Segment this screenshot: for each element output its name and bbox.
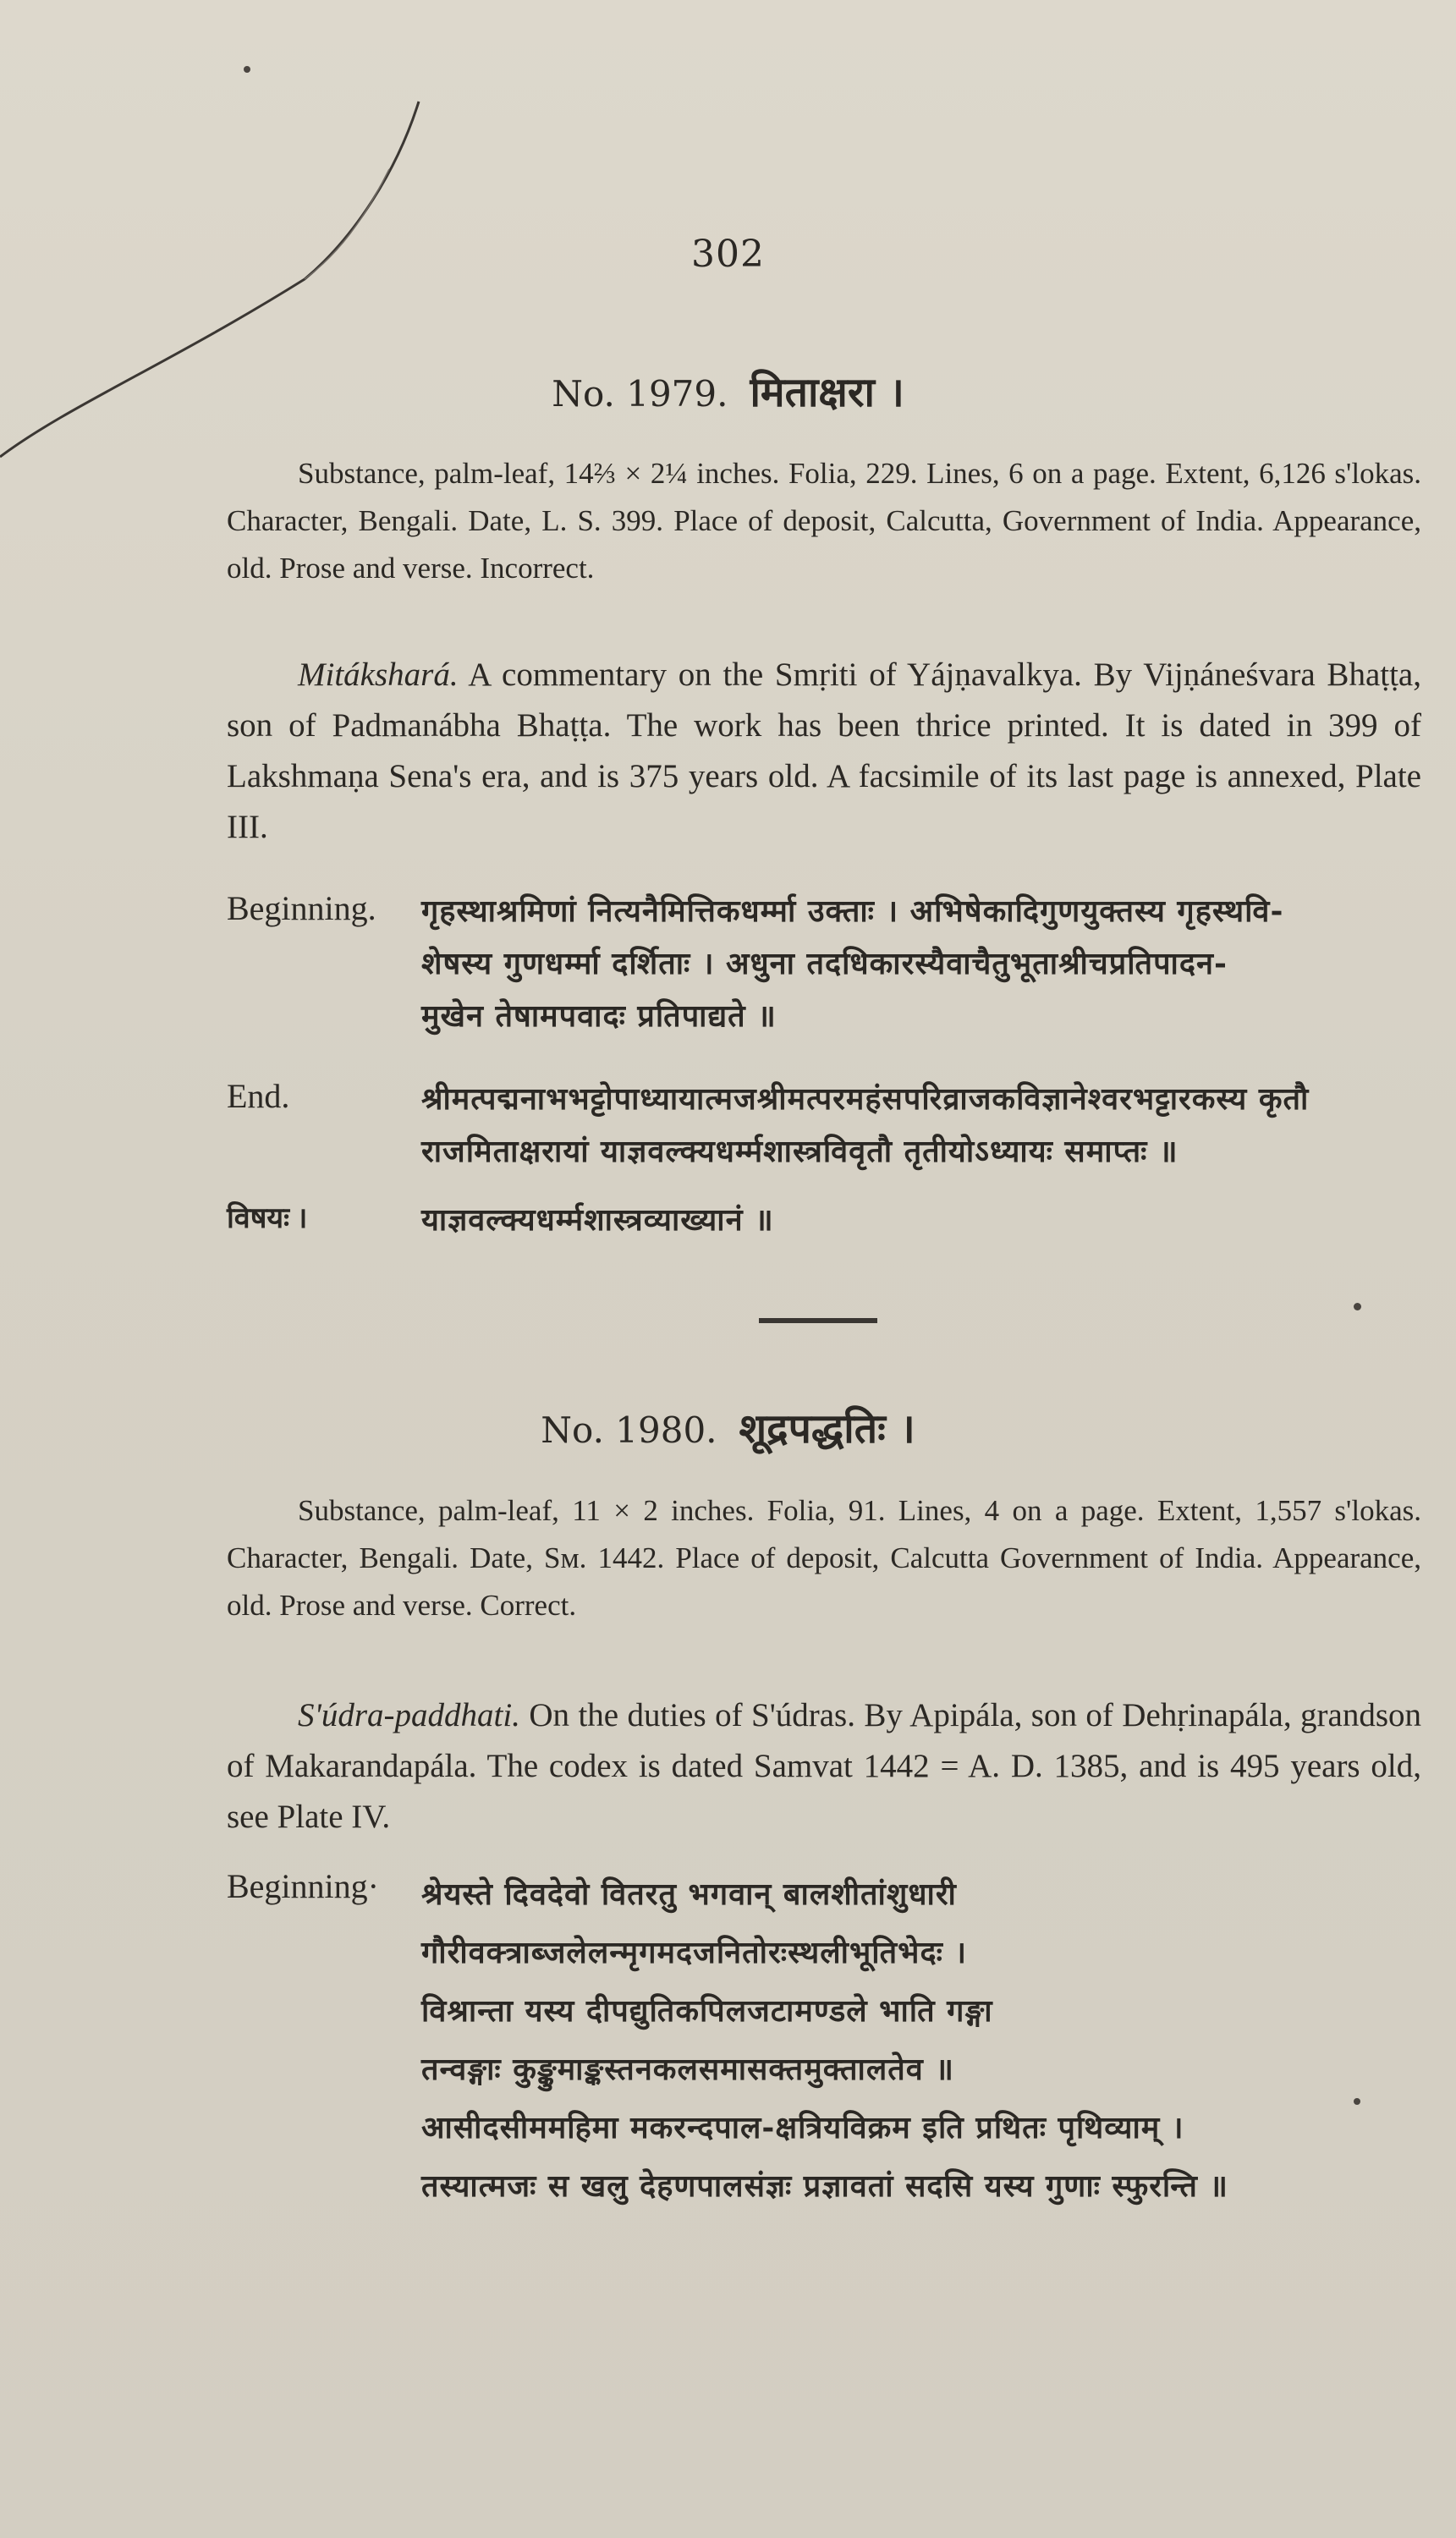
sanskrit-line: गौरीवक्त्राब्जलेलन्मृगमदजनितोरःस्थलीभूतिभेदः । (421, 1935, 968, 1970)
beginning-label: Beginning. (227, 889, 376, 927)
end-label: End. (227, 1077, 290, 1115)
subject-label: विषयः । (227, 1203, 308, 1234)
sanskrit-line: तन्वङ्गाः कुङ्कुमाङ्कस्तनकलसमासक्तमुक्तालतेव ॥ (421, 2052, 954, 2087)
beginning-label: Beginning· (227, 1867, 379, 1905)
ink-speck (244, 66, 250, 73)
entry-heading-1979 (0, 364, 1456, 419)
entry-title-sanskrit: मिताक्षरा । (750, 369, 904, 416)
entry-description: Substance, palm-leaf, 11 × 2 inches. Folia, 91. Lines, 4 on a page. Extent, 1,557 s'lokas. Character, Bengali. Date, Sм. 1442. Place of deposit, Calcutta Government of India. Appearance, old. Prose and verse. Correct. (227, 1494, 1421, 1622)
entry-number: No. 1979. (552, 373, 728, 415)
subject-text (421, 1194, 1428, 1246)
sanskrit-line: गृहस्थाश्रमिणां नित्यनैमित्तिकधर्म्मा उक्ताः । अभिषेकादिगुणयुक्तस्य गृहस्थवि- (421, 893, 1284, 929)
beginning-text (421, 885, 1428, 1042)
sanskrit-line: तस्यात्मजः स खलु देहणपालसंज्ञः प्रज्ञावतां सदसि यस्य गुणाः स्फुरन्ति ॥ (421, 2168, 1228, 2204)
page-number: 302 (691, 233, 765, 276)
summary-text: On the duties of S'údras. By Apipála, son of Dehṛinapála, grandson of Makarandapála. The codex is dated Samvat 1442 = A. D. 1385, and is 495 years old, see Plate IV. (227, 1697, 1421, 1835)
entry-number: No. 1980. (541, 1409, 717, 1451)
entry-title-sanskrit: शूद्रपद्धतिः । (739, 1405, 915, 1453)
beginning-verses (421, 1865, 1420, 2216)
entry-summary (227, 650, 1421, 853)
entry-description: Substance, palm-leaf, 14⅔ × 2¼ inches. Folia, 229. Lines, 6 on a page. Extent, 6,126 s'lokas. Character, Bengali. Date, L. S. 399. Place of deposit, Calcutta, Government of India. Appearance, old. Prose and verse. Incorrect. (227, 457, 1421, 585)
sanskrit-line: आसीदसीममहिमा मकरन्दपाल-क्षत्रियविक्रम इति प्रथितः पृथिव्याम् । (421, 2110, 1184, 2145)
sanskrit-line: याज्ञवल्क्यधर्म्मशास्त्रव्याख्यानं ॥ (421, 1202, 774, 1238)
entry-summary (227, 1690, 1421, 1843)
sanskrit-line: विश्रान्ता यस्य दीपद्युतिकपिलजटामण्डले भाति गङ्गा (421, 1993, 993, 2029)
sanskrit-line: शेषस्य गुणधर्म्मा दर्शिताः । अधुना तदधिकारस्यैवाचैतुभूताश्रीचप्रतिपादन- (421, 946, 1228, 981)
summary-title: Mitákshará. (298, 656, 459, 693)
ink-speck (1354, 1303, 1361, 1310)
summary-title: S'údra-paddhati. (298, 1697, 520, 1733)
section-divider (759, 1318, 877, 1323)
sanskrit-line: मुखेन तेषामपवादः प्रतिपाद्यते ॥ (421, 998, 777, 1034)
sanskrit-line: राजमिताक्षरायां याज्ञवल्क्यधर्म्मशास्त्रविवृतौ तृतीयोऽध्यायः समाप्तः ॥ (421, 1134, 1179, 1169)
sanskrit-line: श्रीमत्पद्मनाभभट्टोपाध्यायात्मजश्रीमत्परमहंसपरिव्राजकविज्ञानेश्वरभट्टारकस्य कृतौ (421, 1081, 1310, 1117)
summary-text: A commentary on the Smṛiti of Yájṇavalkya. By Vijṇáneśvara Bhaṭṭa, son of Padmanábha Bhaṭṭa. The work has been thrice printed. It is dated in 399 of Lakshmaṇa Sena's era, and is 375 years old. A facsimile of its last page is annexed, Plate III. (227, 656, 1421, 845)
end-text (421, 1073, 1428, 1178)
entry-heading-1980 (0, 1400, 1456, 1455)
sanskrit-line: श्रेयस्ते दिवदेवो वितरतु भगवान् बालशीतांशुधारी (421, 1876, 957, 1912)
